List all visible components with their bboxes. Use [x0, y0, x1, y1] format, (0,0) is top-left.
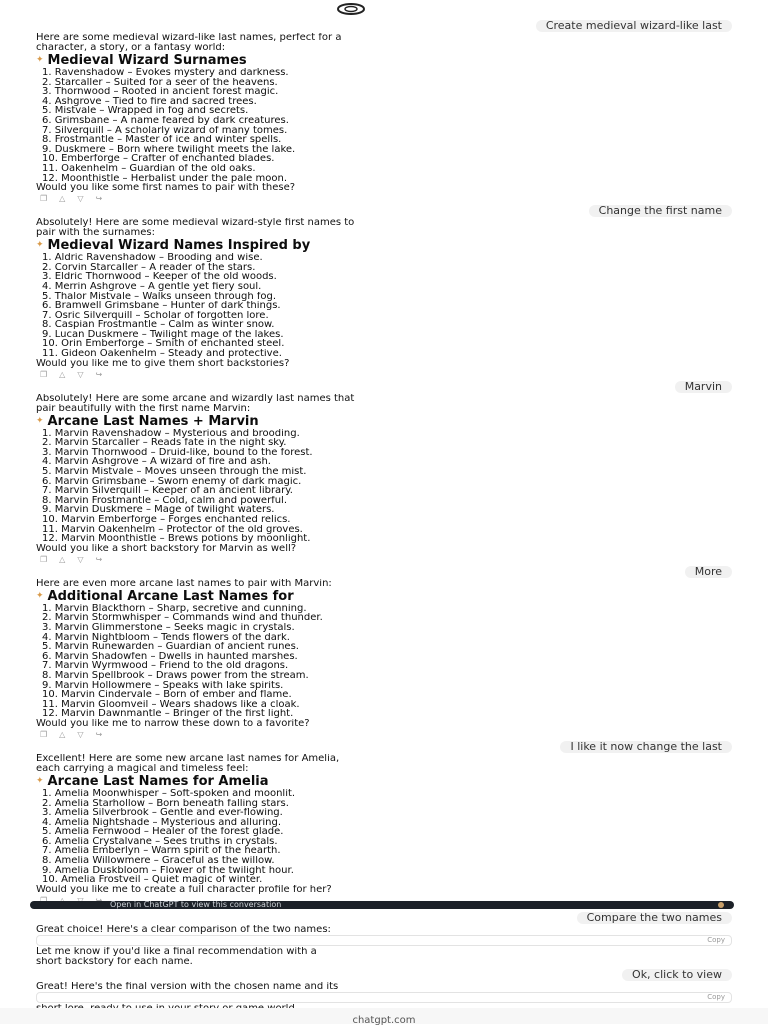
- list-item: 2. Marvin Stormwhisper – Commands wind and thunder.: [42, 613, 323, 623]
- list-item: 1. Aldric Ravenshadow – Brooding and wise.: [42, 253, 263, 263]
- list-item: 12. Marvin Moonthistle – Brews potions by moonlight.: [42, 534, 311, 544]
- footer: [0, 1008, 768, 1024]
- list-item: 12. Moonthistle – Herbalist under the pale moon.: [42, 173, 287, 184]
- user-message-row: [36, 741, 732, 753]
- list-item: 7. Amelia Emberlyn – Warm spirit of the hearth.: [42, 846, 281, 857]
- list-item: 3. Thornwood – Rooted in ancient forest magic.: [42, 87, 279, 97]
- list-item: 2. Corvin Starcaller – A reader of the stars.: [42, 262, 256, 273]
- user-message: I like it now change the last: [560, 741, 732, 753]
- section-heading: [36, 590, 732, 603]
- list-item: 3. Amelia Silverbrook – Gentle and ever-flowing.: [42, 808, 283, 818]
- list-item: 6. Marvin Shadowfen – Dwells in haunted marshes.: [42, 651, 298, 662]
- list-item: 8. Marvin Frostmantle – Cold, calm and powerful.: [42, 495, 288, 506]
- share-icon[interactable]: ↪: [95, 194, 103, 204]
- section-heading: [36, 239, 732, 252]
- like-icon[interactable]: △: [59, 194, 66, 204]
- dislike-icon[interactable]: ▽: [77, 369, 84, 379]
- message-actions: [40, 555, 732, 564]
- assistant-outro: Would you like me to give them short backstories?: [36, 358, 290, 369]
- list-item: 6. Grimsbane – A name feared by dark creatures.: [42, 115, 289, 126]
- list-item: 11. Marvin Gloomveil – Wears shadows like a cloak.: [42, 699, 300, 710]
- open-in-app-bar[interactable]: [30, 901, 734, 909]
- user-message: Marvin: [675, 381, 732, 393]
- dislike-icon[interactable]: ▽: [77, 554, 84, 564]
- sparkle-icon: ✦: [36, 590, 44, 601]
- like-icon[interactable]: △: [59, 554, 66, 564]
- copy-button[interactable]: Copy: [707, 936, 725, 944]
- user-message: Create medieval wizard-like last: [536, 20, 732, 32]
- list-item: 6. Marvin Grimsbane – Sworn enemy of dark magic.: [42, 476, 302, 487]
- list-item: 5. Amelia Fernwood – Healer of the forest glade.: [42, 827, 284, 837]
- list-item: 8. Amelia Willowmere – Graceful as the willow.: [42, 856, 275, 866]
- list-item: 1. Amelia Moonwhisper – Soft-spoken and moonlit.: [42, 788, 296, 799]
- assistant-outro: Would you like some first names to pair with these?: [36, 183, 296, 194]
- conversation: [36, 18, 732, 907]
- section-heading-text: Medieval Wizard Surnames: [47, 54, 247, 67]
- conversation-tail: [36, 910, 732, 1014]
- list-item: 4. Merrin Ashgrove – A gentle yet fiery soul.: [42, 281, 262, 292]
- share-icon[interactable]: ↪: [95, 729, 103, 739]
- list-item: 10. Amelia Frostveil – Quiet magic of winter.: [42, 875, 263, 885]
- assistant-line: short backstory for each name.: [36, 957, 193, 967]
- share-icon[interactable]: ↪: [95, 554, 103, 564]
- list-item: 5. Thalor Mistvale – Walks unseen through fog.: [42, 291, 277, 302]
- section-heading: [36, 415, 732, 428]
- list-item: 5. Marvin Runewarden – Guardian of ancient runes.: [42, 642, 299, 652]
- section-heading-text: Arcane Last Names for Amelia: [47, 774, 269, 788]
- assistant-outro: Would you like me to narrow these down to a favorite?: [36, 718, 310, 729]
- share-icon[interactable]: ↪: [95, 369, 103, 379]
- list-item: 1. Marvin Ravenshadow – Mysterious and brooding.: [42, 428, 300, 439]
- open-in-app-label: Open in ChatGPT to view this conversation: [110, 900, 282, 909]
- copy-icon[interactable]: ❐: [40, 554, 48, 564]
- list-item: 4. Marvin Nightbloom – Tends flowers of the dark.: [42, 632, 290, 643]
- list-item: 10. Orin Emberforge – Smith of enchanted steel.: [42, 339, 285, 350]
- user-message: Ok, click to view: [622, 969, 732, 981]
- assistant-intro: Excellent! Here are some new arcane last names for Amelia,: [36, 753, 340, 764]
- sparkle-icon: ✦: [36, 240, 44, 251]
- user-message-row: [36, 566, 732, 578]
- copy-icon[interactable]: ❐: [40, 729, 48, 739]
- list-item: 7. Marvin Silverquill – Keeper of an ancient library.: [42, 486, 293, 496]
- list-item: 6. Amelia Crystalvane – Sees truths in crystals.: [42, 836, 278, 847]
- list-item: 3. Marvin Glimmerstone – Seeks magic in crystals.: [42, 622, 295, 633]
- list-item: 2. Starcaller – Suited for a seer of the heavens.: [42, 77, 278, 88]
- sparkle-icon: ✦: [36, 775, 44, 786]
- section-heading: [36, 54, 732, 67]
- user-message-row: [36, 205, 732, 217]
- list-item: 11. Marvin Oakenhelm – Protector of the old groves.: [42, 524, 303, 535]
- section-heading-text: Arcane Last Names + Marvin: [47, 414, 259, 428]
- assistant-intro: Absolutely! Here are some arcane and wizardly last names that: [36, 393, 355, 404]
- list-item: 8. Frostmantle – Master of ice and winter spells.: [42, 135, 282, 145]
- assistant-intro: pair beautifully with the first name Marvin:: [36, 403, 251, 414]
- like-icon[interactable]: △: [59, 729, 66, 739]
- like-icon[interactable]: △: [59, 369, 66, 379]
- list-item: 2. Amelia Starhollow – Born beneath falling stars.: [42, 798, 289, 809]
- copy-button[interactable]: Copy: [707, 993, 725, 1001]
- list-item: 9. Lucan Duskmere – Twilight mage of the lakes.: [42, 329, 284, 340]
- list-item: 5. Marvin Mistvale – Moves unseen through the mist.: [42, 467, 307, 477]
- assistant-intro: Here are some medieval wizard-like last names, perfect for a: [36, 33, 342, 43]
- message-actions: [40, 194, 732, 203]
- copy-icon[interactable]: ❐: [40, 369, 48, 379]
- assistant-outro: Would you like me to create a full character profile for her?: [36, 884, 332, 895]
- assistant-intro: pair with the surnames:: [36, 228, 155, 239]
- dislike-icon[interactable]: ▽: [77, 729, 84, 739]
- list-item: 8. Marvin Spellbrook – Draws power from the stream.: [42, 670, 309, 681]
- list-item: 5. Mistvale – Wrapped in fog and secrets.: [42, 106, 249, 116]
- list-item: 3. Eldric Thornwood – Keeper of the old woods.: [42, 272, 277, 282]
- sparkle-icon: ✦: [36, 415, 44, 426]
- assistant-line: Great! Here's the final version with the chosen name and its: [36, 982, 339, 992]
- avatar-icon: [718, 902, 724, 908]
- copy-icon[interactable]: ❐: [40, 194, 48, 204]
- section-heading-text: Medieval Wizard Names Inspired by: [47, 239, 311, 253]
- list-item: 2. Marvin Starcaller – Reads fate in the night sky.: [42, 438, 287, 448]
- assistant-outro: Would you like a short backstory for Marvin as well?: [36, 543, 297, 554]
- message-actions: [40, 730, 732, 739]
- list-item: 7. Silverquill – A scholarly wizard of many tomes.: [42, 125, 288, 136]
- footer-domain: chatgpt.com: [352, 1015, 416, 1026]
- assistant-intro: each carrying a magical and timeless feel:: [36, 763, 249, 774]
- user-message-row: [36, 381, 732, 393]
- assistant-line: Let me know if you'd like a final recommendation with a: [36, 947, 317, 957]
- list-item: 11. Gideon Oakenhelm – Steady and protective.: [42, 349, 282, 359]
- section-heading-text: Additional Arcane Last Names for: [47, 589, 294, 603]
- list-item: 6. Bramwell Grimsbane – Hunter of dark things.: [42, 301, 281, 311]
- section-heading: [36, 775, 732, 788]
- list-item: 4. Marvin Ashgrove – A wizard of fire and ash.: [42, 457, 271, 468]
- assistant-intro: character, a story, or a fantasy world:: [36, 43, 226, 53]
- list-item: 9. Marvin Hollowmere – Speaks with lake spirits.: [42, 680, 284, 691]
- list-item: 3. Marvin Thornwood – Druid-like, bound to the forest.: [42, 447, 313, 458]
- list-item: 10. Emberforge – Crafter of enchanted blades.: [42, 154, 275, 164]
- list-item: 8. Caspian Frostmantle – Calm as winter snow.: [42, 320, 275, 330]
- list-item: 12. Marvin Dawnmantle – Bringer of the first light.: [42, 709, 294, 719]
- code-card[interactable]: [36, 935, 732, 946]
- list-item: 11. Oakenhelm – Guardian of the old oaks.: [42, 163, 256, 174]
- list-item: 7. Osric Silverquill – Scholar of forgotten lore.: [42, 310, 269, 321]
- user-message-row: [36, 20, 732, 32]
- dislike-icon[interactable]: ▽: [77, 194, 84, 204]
- message-actions: [40, 370, 732, 379]
- list-item: 9. Marvin Duskmere – Mage of twilight waters.: [42, 505, 275, 515]
- list-item: 7. Marvin Wyrmwood – Friend to the old dragons.: [42, 661, 289, 671]
- chatgpt-logo: [334, 2, 368, 16]
- list-item: 1. Ravenshadow – Evokes mystery and darkness.: [42, 68, 289, 78]
- list-item: 4. Amelia Nightshade – Mysterious and alluring.: [42, 817, 282, 828]
- list-item: 10. Marvin Cindervale – Born of ember and flame.: [42, 690, 292, 700]
- user-message: More: [685, 566, 732, 578]
- user-message: Compare the two names: [577, 912, 732, 924]
- list-item: 10. Marvin Emberforge – Forges enchanted relics.: [42, 515, 291, 525]
- assistant-intro: Absolutely! Here are some medieval wizard-style first names to: [36, 218, 355, 229]
- assistant-intro: Here are even more arcane last names to pair with Marvin:: [36, 578, 332, 589]
- list-item: 4. Ashgrove – Tied to fire and sacred trees.: [42, 96, 257, 107]
- list-item: 1. Marvin Blackthorn – Sharp, secretive and cunning.: [42, 603, 307, 614]
- assistant-line: Great choice! Here's a clear comparison of the two names:: [36, 925, 331, 935]
- sparkle-icon: ✦: [36, 55, 44, 65]
- list-item: 9. Duskmere – Born where twilight meets the lake.: [42, 144, 296, 155]
- code-card[interactable]: [36, 992, 732, 1003]
- user-message: Change the first name: [589, 205, 732, 217]
- list-item: 9. Amelia Duskbloom – Flower of the twilight hour.: [42, 865, 294, 876]
